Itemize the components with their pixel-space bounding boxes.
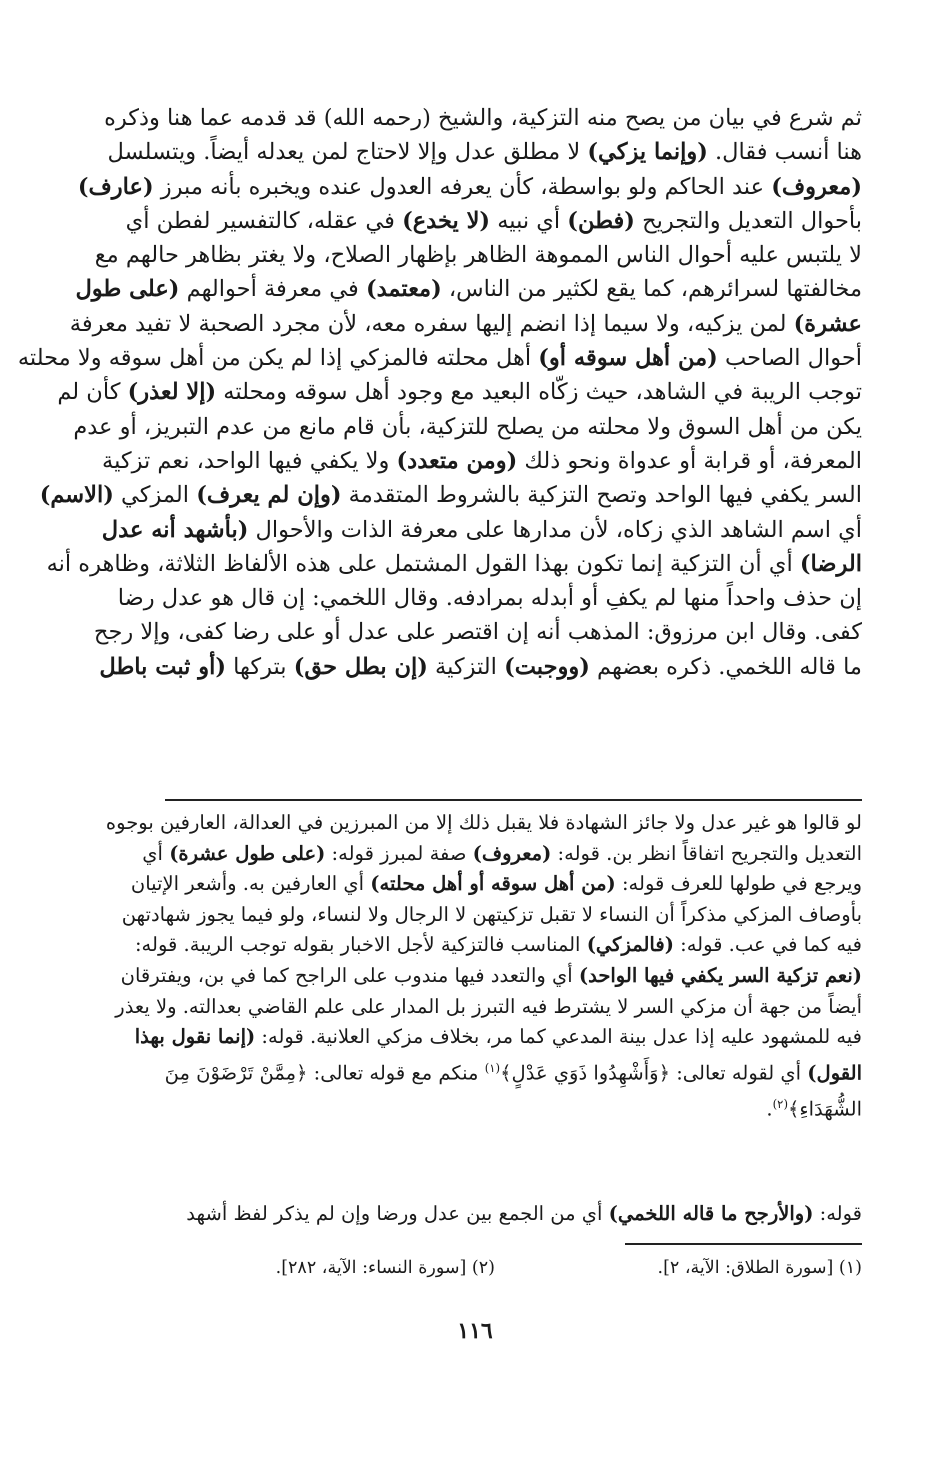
text-run: السر يكفي فيها الواحد وتصح التزكية بالشروط المتقدمة — [341, 482, 862, 509]
bold-term: (وإنما يزكي) — [587, 139, 708, 166]
commentary-line — [134, 930, 862, 961]
text-run: لمن يزكيه، ولا سيما إذا انضم إليها سفره معه، لأن مجرد الصحبة لا تفيد معرفة — [69, 310, 794, 337]
text-run: أي لقوله تعالى: ﴿وَأَشْهِدُوا ذَوَي عَدْلٍ﴾ — [500, 1061, 808, 1085]
text-run: المناسب فالتزكية لأجل الاخبار بقوله توجب الريبة. قوله: — [134, 933, 587, 957]
text-run: هنا أنسب فقال. — [707, 139, 862, 166]
main-separator-rule — [165, 799, 862, 801]
bold-term: (بأشهد أنه عدل — [101, 516, 249, 543]
bold-term: (إنما نقول بهذا — [134, 1025, 256, 1049]
text-run: في عقله، كالتفسير لفطن أي — [125, 207, 403, 234]
commentary-line — [134, 1022, 862, 1053]
text-run: أي نبيه — [490, 207, 568, 234]
commentary-text — [105, 808, 862, 1125]
main-text-line — [75, 272, 862, 306]
text-run: يكن من أهل السوق ولا محلته من يصلح للتزكية، بأن قام مانع من عدم التبريز، أو عدم — [73, 413, 862, 440]
bold-term: (معروف) — [472, 841, 552, 865]
text-run: أهل محلته فالمزكي إذا لم يكن من أهل سوقه ولا محلته — [17, 345, 539, 372]
text-run: أي والتعدد فيها مندوب على الراجح كما في بن، ويفترقان — [120, 963, 579, 987]
main-text-line — [99, 650, 862, 684]
text-run: إن حذف واحداً منها لم يكفِ أو أبدله بمرادفه. وقال اللخمي: إن قال هو عدل رضا — [117, 585, 862, 612]
commentary-line — [165, 1089, 862, 1125]
main-text — [17, 101, 862, 684]
text-run: الشُّهَدَاءِ﴾ — [788, 1097, 862, 1121]
bold-term: (أو ثبت باطل — [99, 653, 226, 680]
main-text-line — [104, 101, 862, 135]
text-run: مخالفتها لسرائرهم، كما يقع لكثير من الناس، — [441, 276, 862, 303]
bold-term: (نعم تزكية السر يكفي فيها الواحد) — [578, 963, 862, 987]
commentary-line — [120, 961, 862, 992]
text-run: ويرجع في طولها للعرف قوله: — [615, 872, 862, 896]
bold-term: (الاسم) — [39, 482, 114, 509]
main-text-line — [39, 478, 862, 512]
main-text-line — [102, 444, 862, 478]
main-text-line — [117, 581, 862, 615]
text-run: لو قالوا هو غير عدل ولا جائز الشهادة فلا يقبل ذلك إلا من المبرزين في العدالة، العارفين بوجوه — [105, 811, 862, 834]
text-run: ثم شرع في بيان من يصح منه التزكية، والشيخ (رحمه الله) قد قدمه عما هنا وذكره — [104, 105, 862, 131]
text-run: أي اسم الشاهد الذي زكاه، لأن مدارها على معرفة الذات والأحوال — [248, 516, 862, 543]
commentary-line — [142, 839, 862, 870]
main-text-line — [101, 513, 862, 547]
text-run: ولا يكفي فيها الواحد، نعم تزكية — [102, 447, 397, 474]
text-run: التعديل والتجريح اتفاقاً انظر بن. قوله: — [551, 841, 862, 865]
main-text-line — [94, 238, 862, 272]
bold-term: (على طول عشرة) — [169, 841, 326, 865]
text-run: عند الحاكم ولو بواسطة، كأن يعرفه العدول عنده ويخبره بأنه مبرز — [153, 173, 772, 200]
footnote-2: (٢) [سورة النساء: الآية، ٢٨٢]. — [275, 1258, 495, 1278]
bold-term: الرضا) — [799, 550, 862, 577]
text-run: . — [766, 1097, 773, 1121]
bold-term: (ووجبت) — [504, 653, 590, 680]
footnote-ref: (٢) — [772, 1096, 788, 1111]
bold-term: (عارف) — [77, 173, 154, 200]
main-text-line — [17, 341, 862, 375]
main-text-line — [69, 307, 862, 341]
page-number: ١١٦ — [457, 1318, 493, 1344]
footnote-1: (١) [سورة الطلاق: الآية، ٢]. — [657, 1258, 862, 1278]
text-run: بتركها — [225, 653, 294, 680]
bold-term: (ومن متعدد) — [396, 447, 518, 474]
footnote-ref: (١) — [484, 1060, 501, 1075]
commentary-line — [165, 1053, 862, 1089]
text-run: فيه للمشهود عليه إذا عدل بينة المدعي كما مر، بخلاف مزكي العلانية. قوله: — [255, 1025, 862, 1049]
commentary-continuation — [165, 1198, 862, 1230]
text-run: أيضاً من جهة أن مزكي السر لا يشترط فيه التبرز بل المدار على علم القاضي بعدالته. ولا يعذر — [115, 994, 862, 1018]
bold-term: (فالمزكي) — [586, 933, 674, 957]
text-run: توجب الريبة في الشاهد، حيث زكّاه البعيد مع وجود أهل سوقه ومحلته — [216, 379, 862, 406]
bold-term: (إن بطل حق) — [293, 653, 428, 680]
text-run: أي من الجمع بين عدل ورضا وإن لم يذكر لفظ أشهد — [186, 1202, 609, 1225]
main-text-line — [107, 135, 862, 169]
text-run: أحوال الصاحب — [717, 345, 862, 372]
text-run: المعرفة، أو قرابة أو عدواة ونحو ذلك — [517, 447, 862, 474]
commentary-line — [121, 900, 862, 931]
main-text-line — [73, 410, 862, 444]
bold-term: عشرة) — [793, 310, 862, 337]
text-run: فيه كما في عب. قوله: — [673, 933, 862, 957]
bold-term: (وإن لم يعرف) — [196, 482, 342, 509]
text-run: ما قاله اللخمي. ذكره بعضهم — [589, 653, 862, 680]
text-run: التزكية — [427, 653, 505, 680]
text-run: كفى. وقال ابن مرزوق: المذهب أنه إن اقتصر على عدل أو على رضا كفى، وإلا رجح — [93, 619, 862, 646]
text-run: أي — [142, 841, 170, 865]
main-text-line — [46, 547, 862, 581]
bold-term: (معروف) — [771, 173, 862, 200]
bold-term: (إلا لعذر) — [127, 379, 217, 406]
text-run: لا يلتبس عليه أحوال الناس المموهة الظاهر بإظهار الصلاح، ولا يغتر بظاهر حالهم مع — [94, 242, 862, 269]
text-run: منكم مع قوله تعالى: ﴿مِمَّنْ تَرْضَوْنَ مِنَ — [164, 1061, 485, 1085]
text-run: أي العارفين به. وأشعر الإتيان — [130, 872, 371, 896]
commentary-line — [115, 992, 862, 1023]
bold-term: (من أهل سوقه أو) — [538, 345, 718, 372]
commentary-line — [130, 869, 862, 900]
text-run: في معرفة أحوالهم — [179, 276, 366, 303]
text-run: أي أن التزكية إنما تكون بهذا القول المشتمل على هذه الألفاظ الثلاثة، وظاهره أنه — [46, 550, 800, 577]
text-run: قوله: — [813, 1202, 862, 1225]
commentary-continuation-line — [165, 1198, 862, 1230]
bold-term: (لا يخدع) — [402, 207, 491, 234]
main-text-line — [93, 615, 862, 649]
main-text-line — [125, 204, 862, 238]
bold-term: (من أهل سوقه أو أهل محلته) — [370, 872, 616, 896]
bold-term: (معتمد) — [365, 276, 442, 303]
text-run: بأحوال التعديل والتجريح — [634, 207, 862, 234]
bold-term: (على طول — [75, 276, 180, 303]
text-run: المزكي — [113, 482, 197, 509]
text-run: كأن لم — [57, 379, 128, 406]
text-run: لا مطلق عدل وإلا لاحتاج لمن يعدله أيضاً. ويتسلسل — [107, 139, 588, 166]
commentary-line — [105, 808, 862, 839]
text-run: بأوصاف المزكي مذكراً أن النساء لا تقبل تزكيتهن لا الرجال ولا لنساء، ولو فيما يجوز شهادتهن — [121, 902, 862, 926]
main-text-line — [77, 170, 862, 204]
text-run: صفة لمبرز قوله: — [325, 841, 473, 865]
main-text-line — [57, 375, 862, 409]
bold-term: (فطن) — [567, 207, 635, 234]
bold-term: (والأرجح ما قاله اللخمي) — [608, 1202, 814, 1225]
footnote-separator-rule — [625, 1243, 862, 1245]
bold-term: القول) — [807, 1061, 862, 1085]
